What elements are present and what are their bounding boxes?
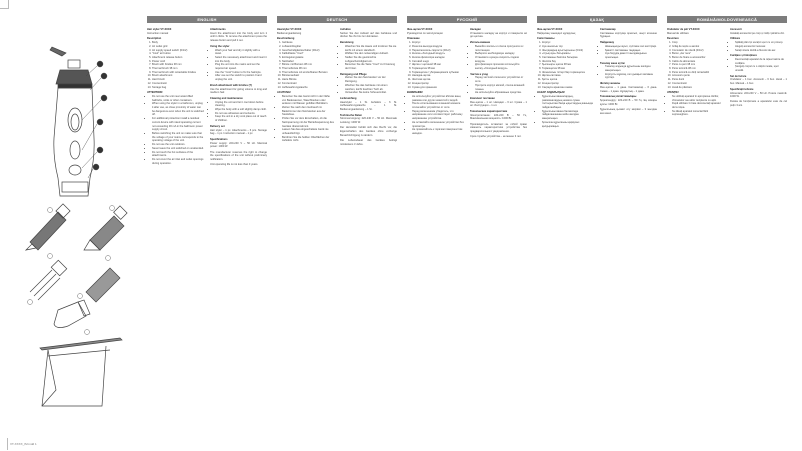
list-item: • For additional protection install a residual current device with rated operating current not exceeding 30 mA in the bathroom power supply circuit. [152, 117, 204, 132]
text-column [407, 26, 464, 140]
subheading: Beschreibung [277, 37, 295, 41]
paragraph: Stromversorgung: 220-240 V ~ 50 Hz. Maximale Leistung: 1000 W. [340, 117, 397, 125]
list-item: 3. Жылдамдық ауыстырғышы (0/1/2) [542, 49, 594, 53]
list-item: 2. Ауа шығатын тор [542, 45, 594, 49]
list-item: • Benutzen Sie das Gerät nicht in der Nähe von Badewannen, Waschbecken oder anderen mit Wasser gefüllten Behältern. [282, 95, 334, 106]
subheading: ATENȚIE! [667, 91, 679, 95]
list-item: 6. Netzkabel [282, 60, 334, 64]
subheading: Описание [407, 37, 420, 41]
paragraph: Құрылғының қызмет ету мерзімі – 3 жылдан кем емес. [600, 107, 657, 115]
subheading: ATTENTION! [147, 91, 163, 95]
list-item: • Select the necessary attachment and insert it into the body. [215, 56, 267, 63]
list-item: • Lassen Sie das eingeschaltete Gerät nie unbeaufsichtigt. [282, 128, 334, 135]
section-header: DEUTSCH [277, 16, 397, 23]
bullet-list [600, 45, 657, 60]
paragraph: Установите насадку на корпус и поверните её до щелчка. [470, 31, 527, 39]
list-item: • Шашыңызды жуып, сүлгімен сәл кептіріңіз. [605, 45, 657, 49]
subheading: ACHTUNG! [277, 91, 291, 95]
text-column [340, 26, 397, 148]
paragraph: Hair styler – 1 pc. Attachments – 6 pcs. Storage bag – 1 pc. Instruction manual – 1 pc. [210, 128, 267, 136]
list-item: 7. Perie cu peri 38 mm [672, 63, 724, 67]
list-item: • Unplug the unit and let it cool down before cleaning. [215, 101, 267, 108]
numbered-list [147, 41, 204, 89]
list-item: 7. Қылшықты щетка 38 мм [542, 63, 594, 67]
subheading: Чистка и уход [470, 72, 488, 76]
list-item: 4. "Cool" air button [152, 52, 204, 56]
subheading: НАЗАР АУДАРЫҢЫЗ! [537, 91, 565, 95]
list-item: 4. Кнопка «Холодный воздух» [412, 52, 464, 56]
list-item: • Не используйте абразивные средства. [475, 91, 527, 95]
subheading: Delivery set [210, 124, 225, 128]
list-item: 8. Термощетка 38 мм [412, 67, 464, 71]
list-item: 2. Grilaj de ieșire a aerului [672, 45, 724, 49]
paragraph: Haarstyler – 1 St. Aufsätze – 6 St. Aufbewahrungstasche – 1 St. Bedienungsanleitung – 1 St. [340, 100, 397, 112]
subheading: Technische Daten [340, 113, 363, 117]
product-illustrations [0, 0, 145, 440]
list-item: • Verwenden Sie keine Scheuermittel. [345, 91, 397, 95]
list-item: 8. Термощетка 38 мм [542, 67, 594, 71]
list-item: 13. Husă de păstrare [672, 86, 724, 90]
subheading: Технические характеристики [470, 110, 508, 114]
list-item: • When using the styler in a bathroom, unplug it after use, as close proximity of water can be dangerous even when the unit is switched off. [152, 102, 204, 117]
list-item: • Setați viteza dorită a fluxului de aer. [735, 49, 787, 53]
list-item: • Alegeți accesoriul necesar. [735, 45, 787, 49]
list-item: • Перед чисткой отключите устройство от сети. [475, 76, 527, 83]
paragraph: Фен-щетка – 1 дана. Саптамалар – 6 дана. Сөмке – 1 дана. Нұсқаулық – 1 дана. [600, 85, 657, 93]
list-item: • Spălați părul și uscați-l ușor cu un prosop. [735, 41, 787, 45]
subheading: Description [147, 37, 162, 41]
list-item: • Для фиксации прически используйте кнопку «Холодный воздух». [475, 63, 527, 70]
list-item: 10. Щетка-саптама [542, 74, 594, 78]
text-column [210, 26, 267, 168]
list-item: • După utilizare în baie deconectați aparatul de la rețea. [672, 102, 724, 109]
list-item: • Перед включением убедитесь, что напряжение сети соответствует рабочему напряжению устройства. [412, 110, 464, 121]
attachment-thermal-brush [84, 206, 127, 251]
list-item: 10. Bürstenaufsatz [282, 74, 334, 78]
list-item: 4. Buton „Aer rece” [672, 52, 724, 56]
list-item: 12. Концентратор [412, 82, 464, 86]
list-item: 10. Насадка-щетка [412, 74, 464, 78]
list-item: • Құрылғыны ванналардың, раковиналардың немесе сумен толтырылған басқа ыдыстардың жанында пайдаланбаңыз. [542, 95, 594, 110]
paragraph: Der Hersteller behält sich das Recht vor, die Eigenschaften des Gerätes ohne vorherige Benachrichtigung zu ändern. [340, 126, 397, 137]
list-item: 7. Bürste mit Borsten 38 mm [282, 63, 334, 67]
numbered-list [407, 41, 464, 89]
list-item: 12. Concentrator [152, 82, 204, 86]
numbered-list [277, 41, 334, 89]
subheading: Комплект поставки [470, 96, 495, 100]
list-item: • Do not cover the air inlet and outlet openings during operation. [152, 158, 204, 165]
list-item: • Установите нужную скорость подачи воздуха. [475, 56, 527, 63]
paragraph: Саптаманы корпусқа орнатып, шырт еткенше бұраңыз. [600, 31, 657, 39]
list-item: 8. Thermobürste 38 mm [282, 67, 334, 71]
list-item: 1. Gehäuse [282, 41, 334, 45]
list-item: 5. Саптаманы бекіткіш батырма [542, 56, 594, 60]
attachment-hard-brush [86, 256, 120, 303]
paragraph: Электропитание: 220-240 В ~ 50 Гц. Максимальная мощность: 1000 Вт. [470, 113, 527, 121]
text-column [147, 26, 204, 168]
list-item: • Wählen Sie den notwendigen Aufsatz. [345, 52, 397, 56]
list-item: 3. Air supply speed switch (0/1/2) [152, 49, 204, 53]
list-item: • Ауа берудің қажетті жылдамдығын орнатыңыз. [605, 52, 657, 59]
attachment-brush-bristles [26, 204, 70, 250]
list-item: • Do not use abrasives and solvents. [215, 112, 267, 116]
list-item: 13. Aufbewahrungstasche [282, 86, 334, 90]
list-item: • Выберите необходимую насадку. [475, 52, 527, 56]
paragraph: Manual de utilizare [667, 31, 689, 35]
subheading: Reinigung und Pflege [340, 72, 367, 76]
list-item: 7. Brush with bristles 38 mm [152, 63, 204, 67]
subheading: Benutzung [340, 41, 354, 45]
language-section [147, 16, 267, 436]
list-item: • После использования в ванной комнате отключайте устройство от сети. [412, 102, 464, 109]
list-item: 9. Термощетка с убирающимися зубьями [412, 71, 464, 75]
section-header: ҚАЗАҚ [537, 16, 657, 23]
list-item: • Berühren Sie die heißen Oberflächen der Aufsätze nicht. [282, 136, 334, 143]
bullet-list [537, 95, 594, 128]
list-item: • Do not use the unit near water-filled bathtubs, sinks or other containers. [152, 95, 204, 102]
list-item: 11. Harte Bürste [282, 78, 334, 82]
subheading: Specificații tehnice [730, 87, 754, 91]
paragraph: Қоректендіру: 220-240 В ~ 50 Гц. Ең жоғары қуаты: 1000 Вт. [600, 98, 657, 106]
list-item: 1. Corp [672, 41, 724, 45]
paragraph: Die Lebensdauer des Gerätes beträgt mindestens 3 Jahre. [340, 138, 397, 146]
section-header: РУССКИЙ [407, 16, 527, 23]
language-section [537, 16, 657, 436]
subheading: Использование [470, 41, 491, 45]
bullet-list [210, 101, 267, 123]
text-column [277, 26, 334, 148]
list-item: • Ziehen Sie nach dem Gebrauch im Badezimmer den Netzstecker aus der Steckdose. [282, 106, 334, 117]
list-item: 13. Storage bag [152, 86, 204, 90]
subheading: Пайдалану [600, 41, 615, 45]
paragraph: Руководство по эксплуатации [407, 31, 443, 35]
list-item: • Deconectați aparatul de la rețea înainte de curățare. [735, 58, 787, 65]
list-item: • Prüfen Sie vor dem Einschalten, ob die Netzspannung mit der Betriebsspannung des Gerätes übereinstimmt. [282, 117, 334, 128]
list-item: 5. Buton de fixare a accesoriilor [672, 56, 724, 60]
list-item: • Протрите корпус мягкой, слегка влажной тканью. [475, 84, 527, 91]
list-item: 9. Perie termică cu dinți retractabili [672, 71, 724, 75]
list-item: • Never leave the unit switched on unattended. [152, 147, 204, 151]
subheading: Сипаттамасы [537, 37, 555, 41]
text-column [470, 26, 527, 140]
list-item: 6. Желілік бау [542, 60, 594, 64]
list-item: • Тазалау алдында құрылғыны желіден ажыратыңыз. [605, 65, 657, 72]
paragraph: Пайдалану жөніндегі нұсқаулық [537, 31, 576, 35]
list-item: 11. Жесткая щетка [412, 78, 464, 82]
list-item: • After use set the switch to position 0 and unplug the unit. [215, 74, 267, 81]
list-item: 1. Корпус [412, 41, 464, 45]
subheading: Using the styler [210, 44, 230, 48]
list-item: • Ziehen Sie den Netzstecker vor der Reinigung. [345, 76, 397, 83]
list-item: 11. Perie dură [672, 78, 724, 82]
list-item: • Use the "Cool" button to fix the hairstyle. [215, 71, 267, 75]
subheading: Utilizare [730, 37, 741, 41]
text-column [537, 26, 594, 130]
subheading: Aufsätze [340, 28, 351, 31]
footer-filename: VT-XXXX_IM.indd 1 [10, 442, 37, 446]
list-item: • Plug the unit into the mains and set the required air speed. [215, 63, 267, 70]
numbered-list [667, 41, 724, 89]
paragraph: Unit operating life is not less than 3 years. [210, 163, 259, 167]
bullet-list [730, 58, 787, 73]
crop-mark-bottom-left [7, 438, 8, 450]
list-item: 5. Attachment release button [152, 56, 204, 60]
list-item: 10. Accesoriu perie [672, 74, 724, 78]
list-item: 8. Thermal brush 38 mm [152, 67, 204, 71]
subheading: Haarstyler VT-XXXX [277, 28, 302, 31]
paragraph: Use the attachment for giving volume to long and medium hair. [210, 87, 267, 95]
list-item: 3. Comutator de viteză (0/1/2) [672, 49, 724, 53]
list-item: • Не прикасайтесь к горячим поверхностям насадок. [412, 128, 464, 135]
paragraph: Срок службы устройства – не менее 3 лет. [470, 135, 522, 139]
list-item: • Вымойте волосы и слегка просушите их полотенцем. [475, 45, 527, 52]
list-item: 2. Luftaustrittsgitter [282, 45, 334, 49]
list-item: 12. Концентратор [542, 82, 594, 86]
list-item: 6. Cablu de alimentare [672, 60, 724, 64]
subheading: Accesorii [730, 28, 742, 31]
subheading: Жеткізу жинағы [600, 82, 621, 86]
bullet-list [667, 95, 724, 117]
paragraph: Durata de funcționare a aparatului este de cel puțin 3 ani. [730, 100, 787, 108]
subheading: Specifications [210, 137, 228, 141]
list-item: 10. Brush attachment [152, 74, 204, 78]
paragraph: Alimentare: 220-240 V ~ 50 Hz. Putere maximă: 1000 W. [730, 91, 787, 99]
list-item: • Ștergeți corpul cu o cârpă moale, ușor umedă. [735, 65, 787, 72]
list-item: 12. Concentrator [672, 82, 724, 86]
list-item: 1. Корпус [542, 41, 594, 45]
paragraph: Производитель оставляет за собой право изменять характеристики устройства без предварительного уведомления. [470, 122, 527, 134]
list-item: 6. Power cord [152, 60, 204, 64]
list-item: • Keep the unit in a dry cool place out of reach of children. [215, 115, 267, 122]
list-item: 1. Body [152, 41, 204, 45]
numbered-list [537, 41, 594, 89]
paragraph: Instalați accesoriul pe corp și rotiți-l până la clic. [730, 31, 785, 35]
list-item: • Корпусты жұмсақ, сәл дымқыл матамен сүртіңіз. [605, 73, 657, 80]
subheading: Фен-щетка VT-XXXX [537, 28, 563, 31]
list-item: 9. Жиналатын тістері бар термощетка [542, 71, 594, 75]
paragraph: The manufacturer reserves the right to change the specifications of the unit without preliminary notification. [210, 150, 267, 161]
paragraph: Setzen Sie den Aufsatz auf das Gehäuse und drehen Sie ihn bis zum Einrasten. [340, 31, 397, 39]
subheading: Descriere [667, 37, 679, 41]
list-item: 11. Қатты щетка [542, 78, 594, 82]
bullet-list [407, 95, 464, 136]
bullet-list [147, 95, 204, 165]
list-item: • Do not use the unit outdoors. [152, 143, 204, 147]
bullet-list [600, 65, 657, 80]
list-item: 13. Сақтауға арналған сөмке [542, 86, 594, 90]
list-item: • Before switching the unit on make sure that the voltage of your mains corresponds to the operating voltage of the unit. [152, 132, 204, 143]
language-section [407, 16, 527, 436]
paragraph: Bedienungsanleitung [277, 31, 302, 35]
list-item: 4. «Суық ауа» батырмасы [542, 52, 594, 56]
list-item: 5. Entriegelungstaste [282, 56, 334, 60]
bullet-list [340, 76, 397, 95]
list-item: • Қажетті саптаманы таңдаңыз. [605, 49, 657, 53]
subheading: Ondulator de păr VT-XXXX [667, 28, 700, 31]
section-header: ROMÂNĂ/MOLDOVENEASCĂ [667, 16, 787, 23]
list-item: • Wipe the body with a soft slightly damp cloth. [215, 108, 267, 112]
subheading: Фен-щетка VT-XXXX [407, 28, 433, 31]
section-header: ENGLISH [147, 16, 267, 23]
list-item: • Құрылғыны ванна бөлмесінде пайдаланғаннан кейін желіден ажыратыңыз. [542, 110, 594, 121]
list-item: 2. Air outlet grid [152, 45, 204, 49]
subheading: ВНИМАНИЕ! [407, 91, 423, 95]
language-section [277, 16, 397, 436]
list-item: 6. Сетевой шнур [412, 60, 464, 64]
subheading: Attachments [210, 28, 226, 31]
language-section [667, 16, 787, 436]
list-item: • Не используйте устройство вблизи ванн, раковин или других емкостей с водой. [412, 95, 464, 102]
paragraph: Power supply: 220-240 V ~ 50 Hz. Maximal power: 1000 W. [210, 141, 267, 149]
text-column [600, 26, 657, 130]
list-item: • Не оставляйте включенное устройство без присмотра. [412, 121, 464, 128]
attachment-retractable-brush [28, 254, 67, 305]
subheading: Саптамалар [600, 28, 616, 31]
bullet-list [340, 45, 397, 71]
bullet-list [277, 95, 334, 143]
bullet-list [210, 49, 267, 82]
styler-body-illustration [50, 47, 94, 196]
subheading: Brush attachment with bristles (7) [210, 83, 252, 87]
subheading: Curățare și întreținere [730, 54, 757, 58]
list-item: • Benutzen Sie die Taste "Cool" zur Fixierung der Frisur. [345, 63, 397, 70]
bullet-list [470, 45, 527, 71]
list-item: 3. Переключатель скорости (0/1/2) [412, 49, 464, 53]
paragraph: Instruction manual [147, 31, 169, 35]
list-item: • Wash your hair and dry it slightly with a towel. [215, 49, 267, 56]
list-item: • Waschen Sie die Haare und trocknen Sie sie leicht mit einem Handtuch. [345, 45, 397, 52]
list-item: 12. Konzentrator [282, 82, 334, 86]
list-item: • Wischen Sie das Gehäuse mit einem weichen, leicht feuchten Tuch ab. [345, 84, 397, 91]
paragraph: Insert the attachment into the body and turn it until it clicks. To remove the attachment press the release button and pull it out. [210, 31, 267, 43]
list-item: 11. Hard brush [152, 78, 204, 82]
subheading: Set de livrare [730, 74, 747, 78]
paragraph: Фен-щетка – 1 шт. Насадки – 6 шт. Сумка – 1 шт. Инструкция – 1 шт. [470, 100, 527, 108]
list-item: 8. Perie termică 38 mm [672, 67, 724, 71]
list-item: • Қосылған құрылғыны қараусыз қалдырмаңыз. [542, 121, 594, 128]
subheading: Тазалау және күтім [600, 61, 625, 65]
list-item: 3. Geschwindigkeitsschalter (0/1/2) [282, 49, 334, 53]
list-item: • Stellen Sie die gewünschte Luftgeschwindigkeit ein. [345, 56, 397, 63]
bullet-list [730, 41, 787, 52]
list-item: • Nu lăsați aparatul conectat fără supraveghere. [672, 110, 724, 117]
list-item: • Nu utilizați aparatul în apropierea căzilor, chiuvetelor sau altor recipiente cu apă. [672, 95, 724, 102]
list-item: 9. Thermal brush with retractable bristles [152, 71, 204, 75]
subheading: Техникалық сипаттамалары [600, 95, 637, 99]
subheading: Lieferumfang [340, 96, 357, 100]
list-item: • Do not touch the hot surfaces of the attachments. [152, 151, 204, 158]
list-item: 4. Kaltlufttaste "Cool" [282, 52, 334, 56]
list-item: 9. Thermobürste mit einziehbaren Borsten [282, 71, 334, 75]
list-item: 5. Кнопка фиксатора насадок [412, 56, 464, 60]
paragraph: Ondulator – 1 buc. Accesorii – 6 buc. Husă – 1 buc. Manual – 1 buc. [730, 78, 787, 86]
list-item: 7. Щетка с щетиной 38 мм [412, 63, 464, 67]
storage-bag [40, 330, 122, 407]
list-item: 13. Сумка для хранения [412, 86, 464, 90]
text-column [730, 26, 787, 119]
list-item: 2. Решетка выхода воздуха [412, 45, 464, 49]
text-column [667, 26, 724, 119]
attachment-concentrator [54, 294, 90, 328]
subheading: Hair styler VT-XXXX [147, 28, 172, 31]
bullet-list [470, 76, 527, 95]
subheading: Cleaning and maintenance [210, 96, 243, 100]
subheading: Насадки [470, 28, 481, 31]
